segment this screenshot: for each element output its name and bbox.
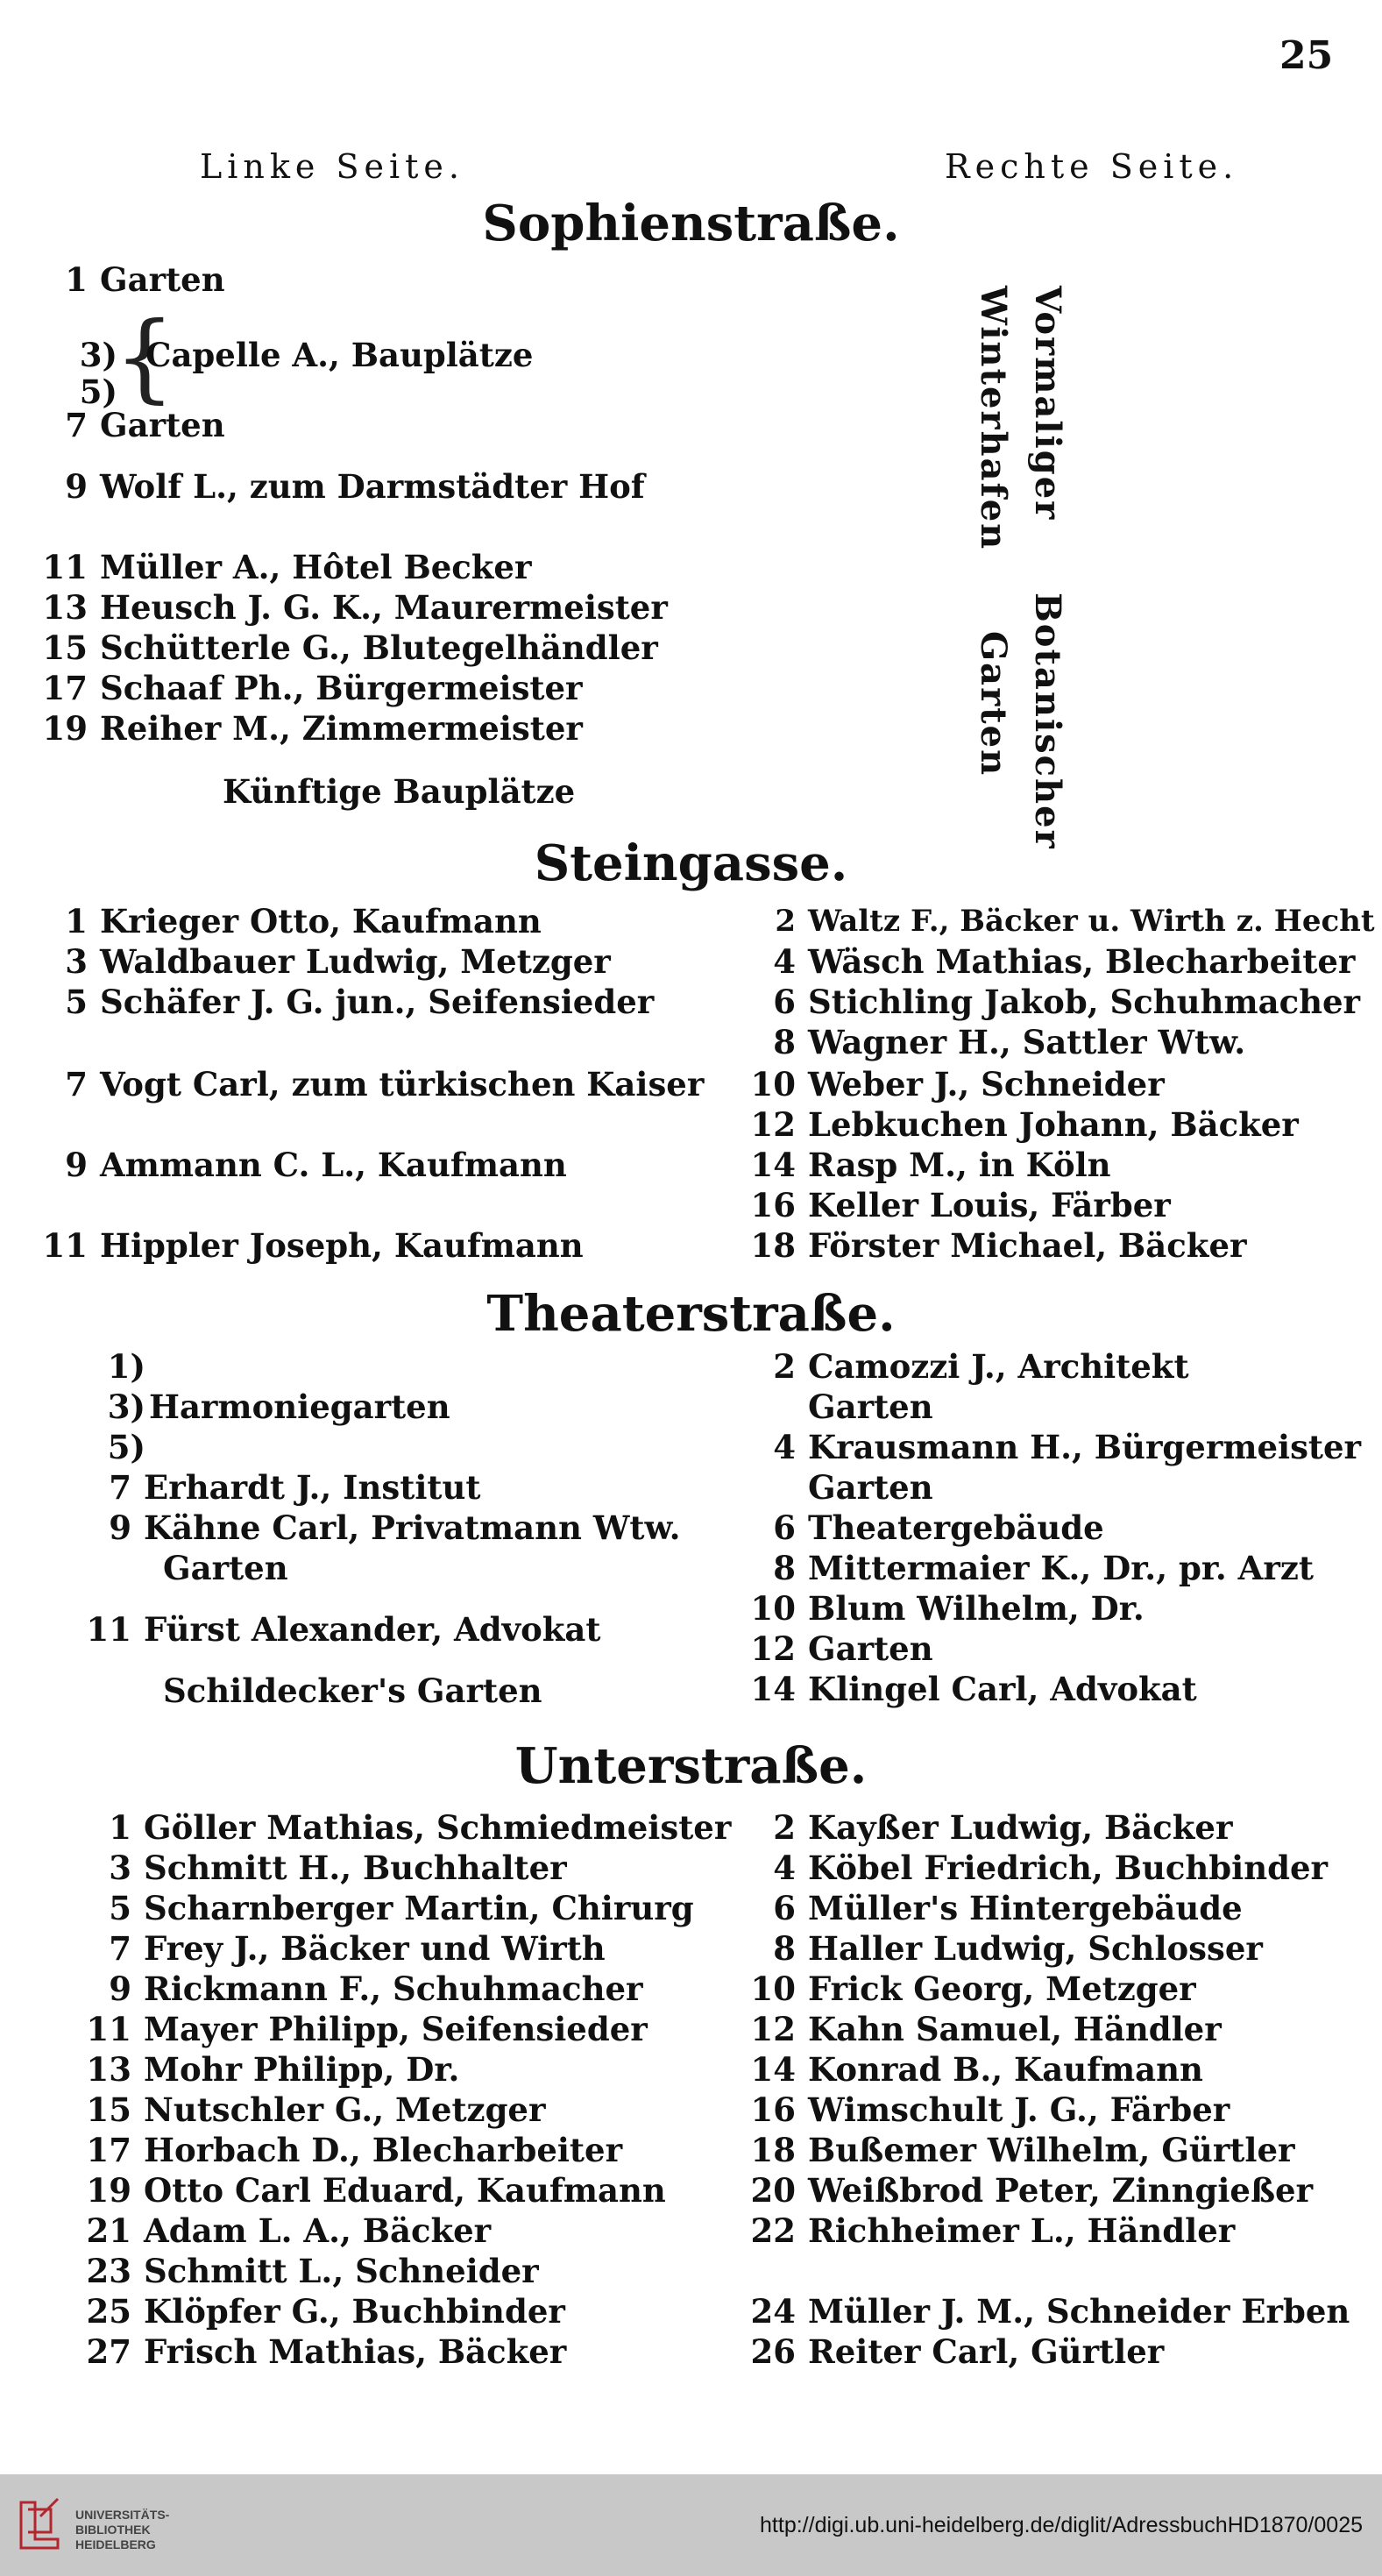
- house-number: 11: [42, 548, 88, 586]
- entry-text: Klöpfer G., Buchbinder: [144, 2292, 565, 2331]
- entry-text: Horbach D., Blecharbeiter: [144, 2131, 623, 2169]
- entry-text: Wagner H., Sattler Wtw.: [808, 1023, 1246, 1061]
- list-item: [741, 982, 1360, 1022]
- brace-icon: {: [114, 301, 175, 413]
- entry-text: Kahn Samuel, Händler: [808, 2010, 1222, 2048]
- house-number: 14: [750, 1670, 796, 1708]
- list-item: [741, 2049, 1203, 2090]
- vertical-label: Winterhafen: [973, 286, 1014, 551]
- list-item: [741, 1225, 1246, 1266]
- entry-text: Hippler Joseph, Kaufmann: [100, 1226, 584, 1265]
- list-item: [741, 2130, 1295, 2170]
- list-item: [741, 1629, 933, 1669]
- house-number: 6: [773, 1889, 796, 1927]
- entry-text: Reiher M., Zimmermeister: [100, 709, 583, 748]
- house-number: 9: [109, 1969, 131, 2008]
- entry-text: Krieger Otto, Kaufmann: [100, 902, 542, 940]
- entry-text: Theatergebäude: [808, 1508, 1104, 1547]
- entry-text: Weber J., Schneider: [808, 1065, 1165, 1103]
- list-item: [741, 1185, 1171, 1225]
- entry-text: Frey J., Bäcker und Wirth: [144, 1929, 606, 1968]
- house-number: 10: [750, 1589, 796, 1628]
- entry-text: Nutschler G., Metzger: [144, 2090, 546, 2129]
- house-number: 1: [65, 902, 88, 940]
- entry-text: Müller's Hintergebäude: [808, 1889, 1243, 1927]
- list-item: [741, 1346, 1189, 1387]
- entry-text: Erhardt J., Institut: [144, 1468, 481, 1507]
- list-item: [0, 1145, 567, 1185]
- entry-text: Scharnberger Martin, Chirurg: [144, 1889, 694, 1927]
- list-item: [0, 941, 611, 982]
- entry-text: Frisch Mathias, Bäcker: [144, 2332, 567, 2371]
- street-title-unterstrasse: Unterstraße.: [514, 1737, 868, 1795]
- house-number: 27: [86, 2332, 131, 2371]
- entry-text: Klingel Carl, Advokat: [808, 1670, 1197, 1708]
- house-number: 18: [750, 1226, 796, 1265]
- entry-text: Fürst Alexander, Advokat: [144, 1610, 601, 1649]
- list-item: [0, 587, 668, 628]
- list-item: [0, 1508, 681, 1548]
- right-side-header: Rechte Seite.: [945, 147, 1239, 186]
- house-number: 1: [65, 260, 88, 299]
- entry-text: Garten: [100, 406, 225, 444]
- house-number: 7: [65, 406, 88, 444]
- entry-text: Weißbrod Peter, Zinngießer: [808, 2171, 1314, 2210]
- university-library-logo-icon: [16, 2494, 63, 2557]
- list-item: [741, 1588, 1145, 1629]
- entry-text: Mayer Philipp, Seifensieder: [144, 2010, 648, 2048]
- entry-text: Haller Ludwig, Schlosser: [808, 1929, 1263, 1968]
- list-item: [0, 2130, 622, 2170]
- list-item: [741, 1969, 1196, 2009]
- entry-text: Kähne Carl, Privatmann Wtw.: [144, 1508, 681, 1547]
- list-item-text: Garten: [163, 1549, 288, 1587]
- list-item: [0, 1609, 601, 1650]
- entry-text: Müller A., Hôtel Becker: [100, 548, 532, 586]
- house-number: 17: [86, 2131, 131, 2169]
- entry-text: Reiter Carl, Gürtler: [808, 2332, 1165, 2371]
- house-number: 2: [773, 1347, 796, 1386]
- list-item: [0, 1888, 694, 1928]
- list-item: [741, 2009, 1222, 2049]
- list-item: [741, 1064, 1165, 1104]
- list-item: [741, 1427, 1361, 1467]
- list-item: [741, 1022, 1245, 1062]
- house-number: 6: [773, 983, 796, 1021]
- house-number: 21: [86, 2211, 131, 2250]
- entry-text: Frick Georg, Metzger: [808, 1969, 1196, 2008]
- house-number: 5: [109, 1889, 131, 1927]
- list-item-text: Schildecker's Garten: [163, 1671, 542, 1710]
- left-side-header: Linke Seite.: [200, 147, 464, 186]
- list-item: [741, 2211, 1235, 2251]
- house-number: 18: [750, 2131, 796, 2169]
- house-number: 5): [107, 1428, 145, 1466]
- house-number: 9: [109, 1508, 131, 1547]
- entry-text: Garten: [100, 260, 225, 299]
- list-item: [0, 2211, 491, 2251]
- entry-text: Garten: [808, 1629, 933, 1668]
- entry-text: Müller J. M., Schneider Erben: [808, 2292, 1350, 2331]
- entry-text: Keller Louis, Färber: [808, 1186, 1171, 1224]
- vertical-label: Botanischer: [1027, 593, 1068, 850]
- entry-text: Wolf L., zum Darmstädter Hof: [100, 467, 645, 506]
- house-number: 14: [750, 1146, 796, 1184]
- house-number: 4: [773, 942, 796, 981]
- house-number: 8: [773, 1929, 796, 1968]
- house-number: 3): [79, 336, 117, 374]
- entry-text: Köbel Friedrich, Buchbinder: [808, 1849, 1329, 1887]
- list-item: [0, 1346, 158, 1387]
- entry-text: Waldbauer Ludwig, Metzger: [100, 942, 611, 981]
- list-item: [0, 2291, 565, 2331]
- house-number: 2: [773, 1808, 796, 1847]
- house-number: 14: [750, 2050, 796, 2089]
- entry-text: Camozzi J., Architekt: [808, 1347, 1189, 1386]
- list-item: [0, 2251, 539, 2291]
- entry-text: Otto Carl Eduard, Kaufmann: [144, 2171, 666, 2210]
- entry-text: Mittermaier K., Dr., pr. Arzt: [808, 1549, 1314, 1587]
- house-number: 22: [750, 2211, 796, 2250]
- house-number: 11: [86, 1610, 131, 1649]
- list-item: [0, 1064, 704, 1104]
- house-number: 16: [750, 2090, 796, 2129]
- entry-text: Wäsch Mathias, Blecharbeiter: [808, 942, 1356, 981]
- entry-text: Förster Michael, Bäcker: [808, 1226, 1247, 1265]
- entry-text: Kayßer Ludwig, Bäcker: [808, 1808, 1233, 1847]
- entry-text: Schütterle G., Blutegelhändler: [100, 628, 658, 667]
- house-number: 19: [86, 2171, 131, 2210]
- list-item: [0, 2049, 459, 2090]
- house-number: 9: [65, 467, 88, 506]
- entry-text: Schäfer J. G. jun., Seifensieder: [100, 983, 655, 1021]
- list-item: [741, 1848, 1328, 1888]
- list-item-text: Capelle A., Bauplätze: [145, 336, 534, 374]
- list-item: [741, 1888, 1243, 1928]
- house-number: 7: [65, 1065, 88, 1103]
- house-number: 11: [42, 1226, 88, 1265]
- list-item: [741, 1104, 1299, 1145]
- house-number: 23: [86, 2252, 131, 2290]
- list-item: [0, 668, 583, 708]
- list-item-text: Garten: [808, 1468, 933, 1507]
- entry-text: Bußemer Wilhelm, Gürtler: [808, 2131, 1295, 2169]
- house-number: 24: [750, 2292, 796, 2331]
- house-number: 8: [773, 1023, 796, 1061]
- street-title-sophienstrasse: Sophienstraße.: [482, 195, 900, 252]
- list-item: [0, 2009, 648, 2049]
- entry-text: Richheimer L., Händler: [808, 2211, 1236, 2250]
- list-item: [741, 2170, 1313, 2211]
- entry-text: Schmitt L., Schneider: [144, 2252, 539, 2290]
- entry-text: Schmitt H., Buchhalter: [144, 1849, 567, 1887]
- entry-text: Rickmann F., Schuhmacher: [144, 1969, 643, 2008]
- list-item: [0, 1225, 584, 1266]
- list-item: [741, 1145, 1111, 1185]
- entry-text: Krausmann H., Bürgermeister: [808, 1428, 1362, 1466]
- entry-text: Heusch J. G. K., Maurermeister: [100, 588, 668, 627]
- list-item: [741, 2331, 1164, 2372]
- source-url-link[interactable]: http://digi.ub.uni-heidelberg.de/diglit/AdressbuchHD1870/0025: [760, 2513, 1363, 2537]
- house-number: 5: [65, 983, 88, 1021]
- house-number: 3: [109, 1849, 131, 1887]
- entry-text: Harmoniegarten: [149, 1387, 450, 1426]
- house-number: 10: [750, 1065, 796, 1103]
- list-item: [741, 2090, 1230, 2130]
- list-item: [741, 1807, 1232, 1848]
- vertical-label: Garten: [973, 631, 1014, 777]
- list-item: [741, 1669, 1197, 1709]
- entry-text: Schaaf Ph., Bürgermeister: [100, 669, 583, 707]
- vertical-label: Vormaliger: [1027, 286, 1068, 522]
- list-item: [0, 1467, 480, 1508]
- list-item: [0, 2331, 566, 2372]
- list-item: [741, 1928, 1263, 1969]
- house-number: 2: [775, 904, 796, 939]
- house-number: 15: [86, 2090, 131, 2129]
- list-item: [0, 628, 658, 668]
- entry-text: Adam L. A., Bäcker: [144, 2211, 492, 2250]
- list-item: [0, 466, 645, 507]
- house-number: 9: [65, 1146, 88, 1184]
- footer-bar: [0, 2474, 1382, 2576]
- house-number: 7: [109, 1929, 131, 1968]
- list-item-text: Garten: [808, 1387, 933, 1426]
- page-number: 25: [1279, 33, 1334, 78]
- list-item: [0, 901, 542, 941]
- list-item: [741, 901, 1375, 941]
- list-item: [741, 1548, 1314, 1588]
- list-item: [741, 941, 1355, 982]
- house-number: 3: [65, 942, 88, 981]
- entry-text: Rasp M., in Köln: [808, 1146, 1111, 1184]
- house-number: 25: [86, 2292, 131, 2331]
- house-number: 4: [773, 1428, 796, 1466]
- street-title-theaterstrasse: Theaterstraße.: [486, 1285, 896, 1343]
- list-item: [0, 1928, 606, 1969]
- house-number: 20: [750, 2171, 796, 2210]
- list-item: [0, 405, 225, 445]
- house-number: 1): [107, 1347, 145, 1386]
- house-number: 12: [750, 2010, 796, 2048]
- list-item: [741, 2291, 1350, 2331]
- list-item: [0, 708, 583, 749]
- entry-text: Göller Mathias, Schmiedmeister: [144, 1808, 732, 1847]
- house-number: 16: [750, 1186, 796, 1224]
- entry-text: Waltz F., Bäcker u. Wirth z. Hecht: [808, 904, 1375, 939]
- house-number: 12: [750, 1629, 796, 1668]
- entry-text: Konrad B., Kaufmann: [808, 2050, 1203, 2089]
- house-number: 8: [773, 1549, 796, 1587]
- house-number: 10: [750, 1969, 796, 2008]
- entry-text: Mohr Philipp, Dr.: [144, 2050, 460, 2089]
- house-number: 7: [109, 1468, 131, 1507]
- list-item: [0, 1807, 731, 1848]
- entry-text: Stichling Jakob, Schuhmacher: [808, 983, 1361, 1021]
- list-item: [0, 335, 130, 375]
- list-item: [0, 2090, 545, 2130]
- list-item: [0, 1387, 450, 1427]
- entry-text: Blum Wilhelm, Dr.: [808, 1589, 1145, 1628]
- entry-text: Lebkuchen Johann, Bäcker: [808, 1105, 1299, 1144]
- street-title-steingasse: Steingasse.: [534, 834, 848, 892]
- list-item: [0, 547, 531, 587]
- house-number: 1: [109, 1808, 131, 1847]
- house-number: 4: [773, 1849, 796, 1887]
- house-number: 3): [107, 1387, 145, 1426]
- library-name: UNIVERSITÄTS- BIBLIOTHEK HEIDELBERG: [75, 2508, 170, 2551]
- house-number: 6: [773, 1508, 796, 1547]
- list-item: [0, 982, 654, 1022]
- list-item: [0, 1427, 158, 1467]
- list-item: [741, 1508, 1104, 1548]
- house-number: 12: [750, 1105, 796, 1144]
- list-item: [0, 2170, 666, 2211]
- house-number: 13: [86, 2050, 131, 2089]
- house-number: 19: [42, 709, 88, 748]
- entry-text: Ammann C. L., Kaufmann: [100, 1146, 567, 1184]
- house-number: 5): [79, 373, 117, 411]
- list-item-text: Künftige Bauplätze: [223, 772, 576, 811]
- house-number: 11: [86, 2010, 131, 2048]
- list-item: [0, 1848, 567, 1888]
- entry-text: Vogt Carl, zum türkischen Kaiser: [100, 1065, 705, 1103]
- house-number: 26: [750, 2332, 796, 2371]
- entry-text: Wimschult J. G., Färber: [808, 2090, 1230, 2129]
- house-number: 17: [42, 669, 88, 707]
- list-item: [0, 1969, 643, 2009]
- list-item: [0, 259, 225, 300]
- house-number: 15: [42, 628, 88, 667]
- house-number: 13: [42, 588, 88, 627]
